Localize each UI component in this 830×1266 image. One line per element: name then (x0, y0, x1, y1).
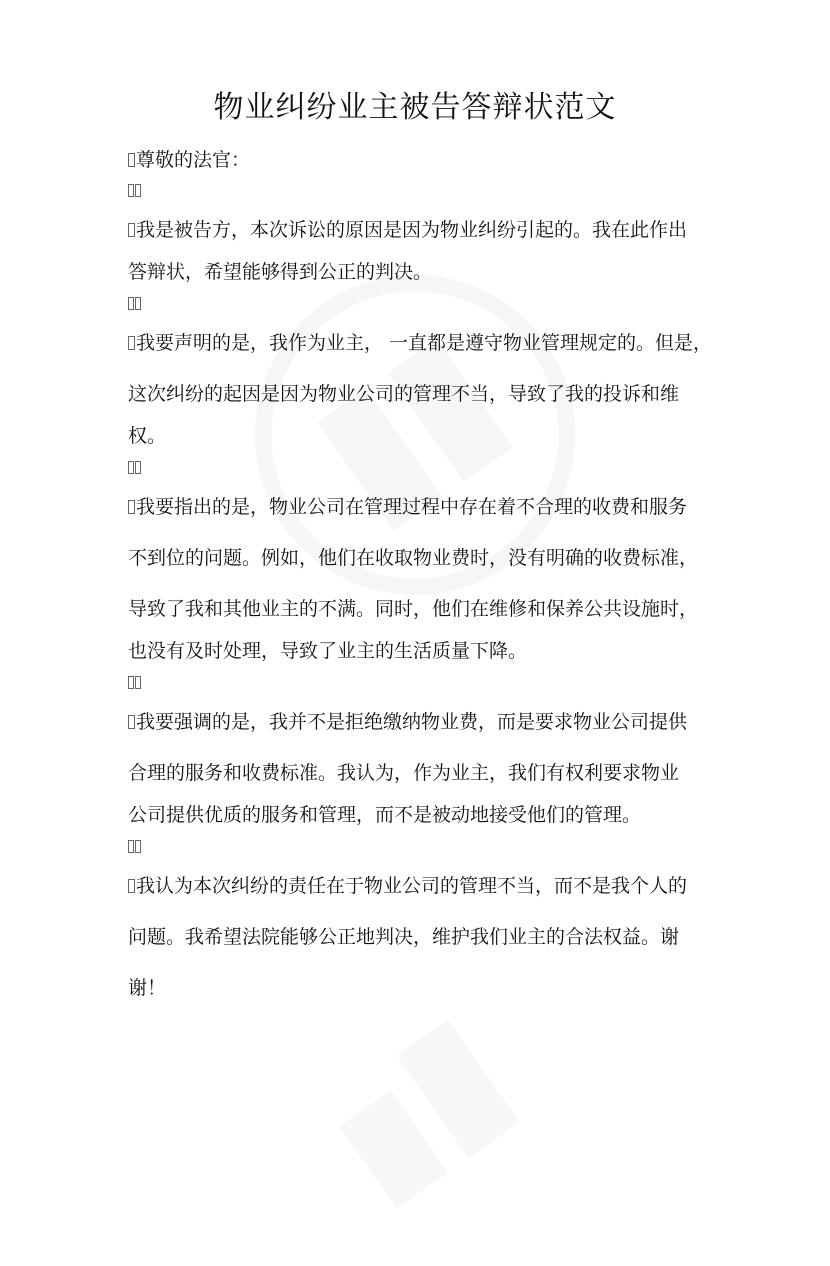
missing-glyph-icon (128, 879, 135, 893)
missing-glyph-icon (135, 461, 141, 474)
missing-glyph-icon (135, 676, 141, 689)
missing-glyph-icon (128, 297, 134, 310)
salutation-line (128, 145, 728, 175)
paragraph-5-line-2: 问题。我希望法院能够公正地判决，维护我们业主的合法权益。谢 (128, 926, 680, 948)
paragraph-4-line-3: 公司提供优质的服务和管理，而不是被动地接受他们的管理。 (128, 804, 642, 826)
paragraph-2-line-3: 权。 (128, 425, 167, 447)
document-body (128, 145, 728, 1014)
paragraph-4-line-2: 合理的服务和收费标准。我认为，作为业主，我们有权利要求物业 (128, 762, 680, 784)
missing-glyph-icon (135, 184, 141, 197)
missing-glyph-icon (135, 840, 141, 853)
paragraph-3-line-4: 也没有及时处理，导致了业主的生活质量下降。 (128, 640, 528, 662)
paragraph-2-line-1: 我要声明的是，我作为业主， 一直都是遵守物业管理规定的。但是， (128, 318, 728, 369)
missing-glyph-icon (128, 223, 135, 237)
missing-glyph-icon (128, 500, 135, 514)
blank-line (128, 831, 728, 861)
paragraph-3-line-2: 不到位的问题。例如，他们在收取物业费时，没有明确的收费标准， (128, 547, 699, 569)
paragraph-1-line-1: 我是被告方，本次诉讼的原因是因为物业纠纷引起的。我在此作出 (128, 205, 728, 256)
missing-glyph-icon (128, 336, 135, 350)
paragraph-5-line-1: 我认为本次纠纷的责任在于物业公司的管理不当，而不是我个人的 (128, 861, 728, 912)
paragraph-1-line-2: 答辩状，希望能够得到公正的判决。 (128, 261, 433, 283)
missing-glyph-icon (128, 153, 135, 167)
paragraph-2-line-2: 这次纠纷的起因是因为物业公司的管理不当，导致了我的投诉和维 (128, 383, 680, 405)
paragraph-3-line-1: 我要指出的是，物业公司在管理过程中存在着不合理的收费和服务 (128, 482, 728, 533)
document-title: 物业纠纷业主被告答辩状范文 (213, 90, 617, 125)
blank-line (128, 288, 728, 318)
missing-glyph-icon (128, 676, 134, 689)
blank-line (128, 452, 728, 482)
blank-line (128, 175, 728, 205)
missing-glyph-icon (128, 184, 134, 197)
paragraph-3-line-3: 导致了我和其他业主的不满。同时，他们在维修和保养公共设施时， (128, 598, 699, 620)
salutation: 尊敬的法官： (136, 149, 251, 171)
missing-glyph-icon (128, 461, 134, 474)
paragraph-5-line-3: 谢！ (128, 977, 167, 999)
missing-glyph-icon (135, 297, 141, 310)
blank-line (128, 667, 728, 697)
missing-glyph-icon (128, 715, 135, 729)
paragraph-4-line-1: 我要强调的是，我并不是拒绝缴纳物业费，而是要求物业公司提供 (128, 697, 728, 748)
missing-glyph-icon (128, 840, 134, 853)
